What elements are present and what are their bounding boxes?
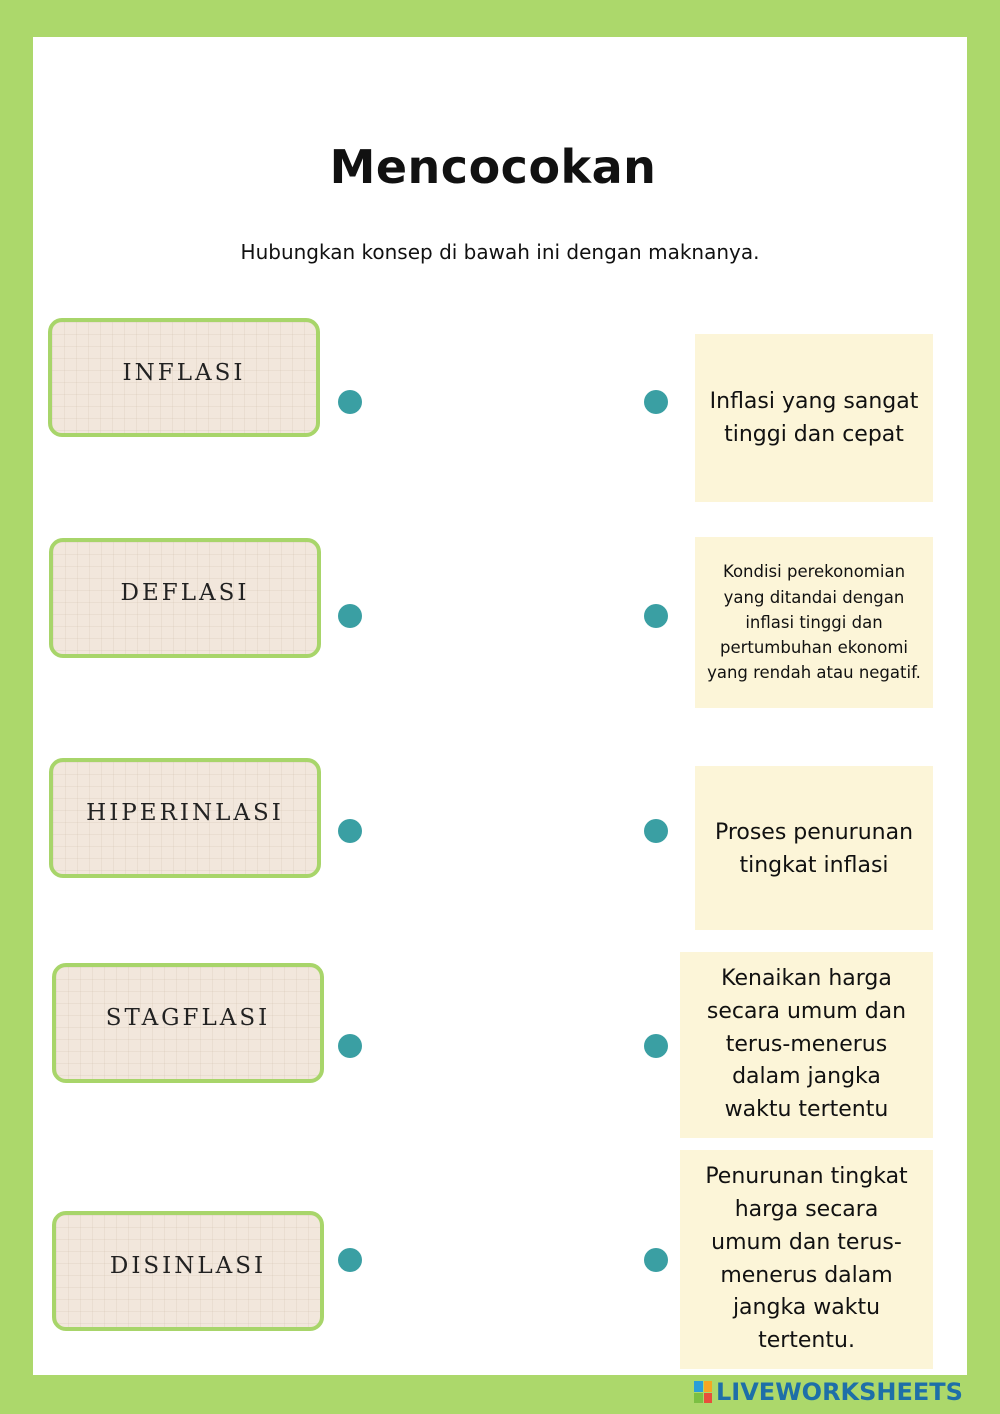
liveworksheets-logo xyxy=(694,1377,963,1407)
left-connector-dot[interactable] xyxy=(338,390,362,414)
left-connector-dot[interactable] xyxy=(338,1248,362,1272)
meaning-box xyxy=(680,952,933,1138)
meaning-box xyxy=(680,1150,933,1369)
left-connector-dot[interactable] xyxy=(338,819,362,843)
right-connector-dot[interactable] xyxy=(644,604,668,628)
right-connector-dot[interactable] xyxy=(644,390,668,414)
concept-box-stagflasi[interactable] xyxy=(52,963,324,1083)
meaning-text: Penurunan tingkat harga secara umum dan terus-menerus dalam jangka waktu tertentu. xyxy=(705,1164,908,1354)
instruction-text: Hubungkan konsep di bawah ini dengan maknanya. xyxy=(240,240,760,264)
concept-box-disinlasi[interactable] xyxy=(52,1211,324,1331)
concept-label: DEFLASI xyxy=(120,580,250,606)
meaning-text: Inflasi yang sangat tinggi dan cepat xyxy=(709,389,919,447)
concept-box-inflasi[interactable] xyxy=(48,318,320,437)
concept-label: INFLASI xyxy=(122,359,246,386)
concept-label: STAGFLASI xyxy=(105,1005,271,1031)
brand-text: LIVEWORKSHEETS xyxy=(716,1378,963,1406)
meaning-box xyxy=(695,334,933,502)
right-connector-dot[interactable] xyxy=(644,1248,668,1272)
concept-label: DISINLASI xyxy=(109,1253,267,1279)
logo-grid-icon xyxy=(694,1381,712,1403)
meaning-text: Proses penurunan tingkat inflasi xyxy=(714,820,914,878)
meaning-box xyxy=(695,766,933,930)
right-connector-dot[interactable] xyxy=(644,819,668,843)
meaning-box xyxy=(695,537,933,708)
concept-label: HIPERINLASI xyxy=(86,800,284,826)
left-connector-dot[interactable] xyxy=(338,1034,362,1058)
concept-box-hiperinlasi[interactable] xyxy=(49,758,321,878)
left-connector-dot[interactable] xyxy=(338,604,362,628)
meaning-text: Kondisi perekonomian yang ditandai dengan inflasi tinggi dan pertumbuhan ekonomi yang rendah atau negatif. xyxy=(707,562,921,683)
meaning-text: Kenaikan harga secara umum dan terus-menerus dalam jangka waktu tertentu xyxy=(706,966,907,1123)
concept-box-deflasi[interactable] xyxy=(49,538,321,658)
right-connector-dot[interactable] xyxy=(644,1034,668,1058)
page-title: Mencocokan xyxy=(329,140,657,194)
